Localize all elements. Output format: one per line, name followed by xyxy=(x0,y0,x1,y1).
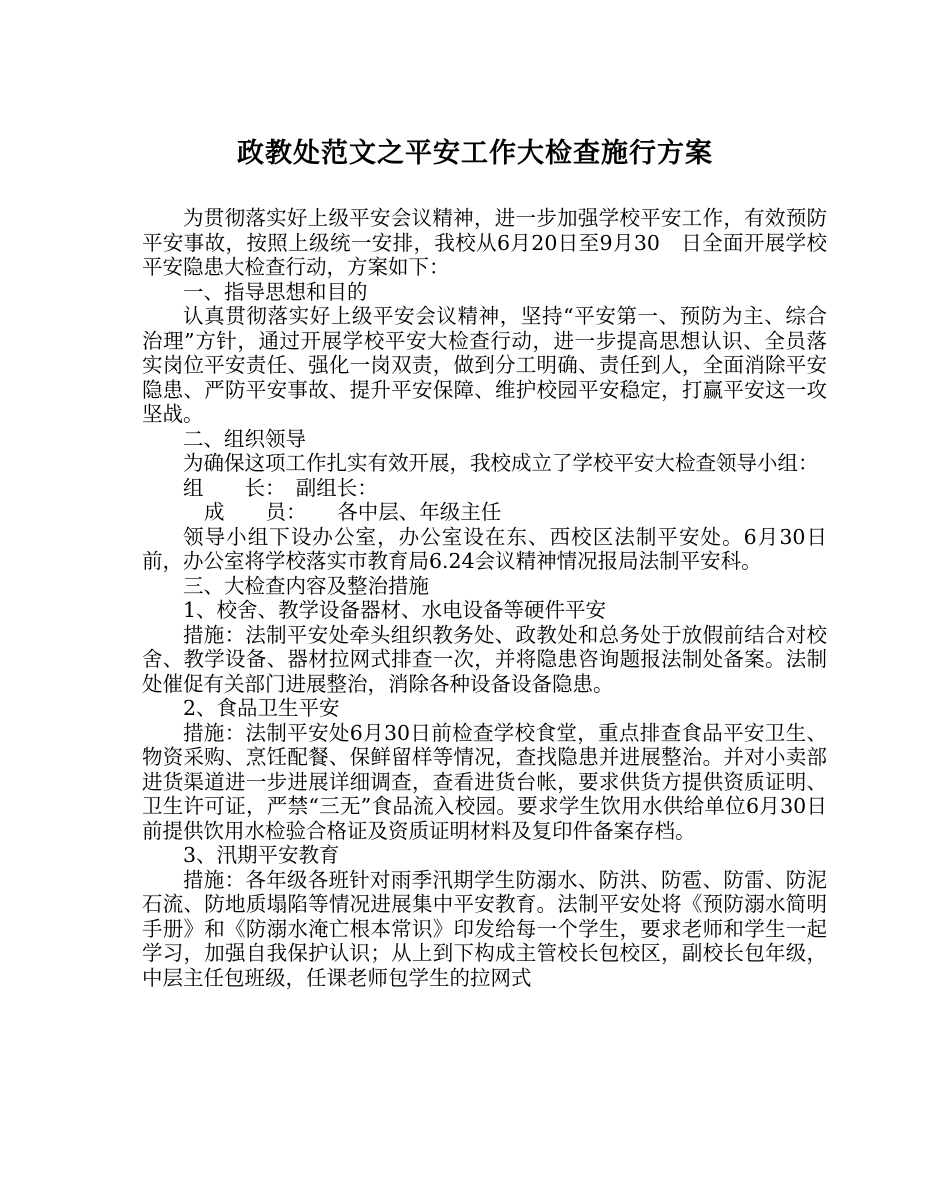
paragraph-food-measures: 措施：法制平安处6月30日前检查学校食堂，重点排查食品平安卫生、物资采购、烹饪配餐、保鲜留样等情况，查找隐患并进展整治。并对小卖部进货渠道进一步进展详细调查，查看进货台帐，要求供货方提供资质证明、卫生许可证，严禁“三无”食品流入校园。要求学生饮用水供给单位6月30日前提供饮用水检验合格证及资质证明材料及复印件备案存档。 xyxy=(142,720,827,843)
paragraph-intro: 为贯彻落实好上级平安会议精神，进一步加强学校平安工作，有效预防平安事故，按照上级统一安排，我校从6月20日至9月30 日全面开展学校平安隐患大检查行动，方案如下： xyxy=(142,206,827,279)
document-body xyxy=(142,206,827,990)
section-heading-organization: 二、组织领导 xyxy=(183,426,306,451)
section-heading-guiding-thought: 一、指导思想和目的 xyxy=(183,279,368,304)
members-line: 成 员： 各中层、年级主任 xyxy=(204,500,502,524)
paragraph-office: 领导小组下设办公室，办公室设在东、西校区法制平安处。6月30日前，办公室将学校落实市教育局6.24会议精神情况报局法制平安科。 xyxy=(142,524,827,573)
paragraph-organization: 为确保这项工作扎实有效开展，我校成立了学校平安大检查领导小组： xyxy=(183,451,819,475)
document-title: 政教处范文之平安工作大检查施行方案 xyxy=(237,138,713,169)
section-heading-inspection: 三、大检查内容及整治措施 xyxy=(183,573,429,598)
subheading-food: 2、食品卫生平安 xyxy=(183,696,340,720)
leader-line: 组 长： 副组长： xyxy=(183,475,378,500)
subheading-facilities: 1、校舍、教学设备器材、水电设备等硬件平安 xyxy=(183,598,607,622)
paragraph-flood-measures: 措施：各年级各班针对雨季汛期学生防溺水、防洪、防雹、防雷、防泥石流、防地质塌陷等情况进展集中平安教育。法制平安处将《预防溺水简明手册》和《防溺水淹亡根本常识》印发给每一个学生，要求老师和学生一起学习，加强自我保护认识；从上到下构成主管校长包校区，副校长包年级，中层主任包班级，任课老师包学生的拉网式 xyxy=(142,867,827,990)
subheading-flood: 3、汛期平安教育 xyxy=(183,843,340,867)
paragraph-facilities-measures: 措施：法制平安处牵头组织教务处、政教处和总务处于放假前结合对校舍、教学设备、器材拉网式排查一次，并将隐患咨询题报法制处备案。法制处催促有关部门进展整治，消除各种设备设备隐患。 xyxy=(142,622,827,696)
paragraph-guiding-thought: 认真贯彻落实好上级平安会议精神，坚持“平安第一、预防为主、综合治理”方针，通过开展学校平安大检查行动，进一步提高思想认识、全员落实岗位平安责任、强化一岗双责，做到分工明确、责任到人，全面消除平安隐患、严防平安事故、提升平安保障、维护校园平安稳定，打赢平安这一攻坚战。 xyxy=(142,304,827,426)
